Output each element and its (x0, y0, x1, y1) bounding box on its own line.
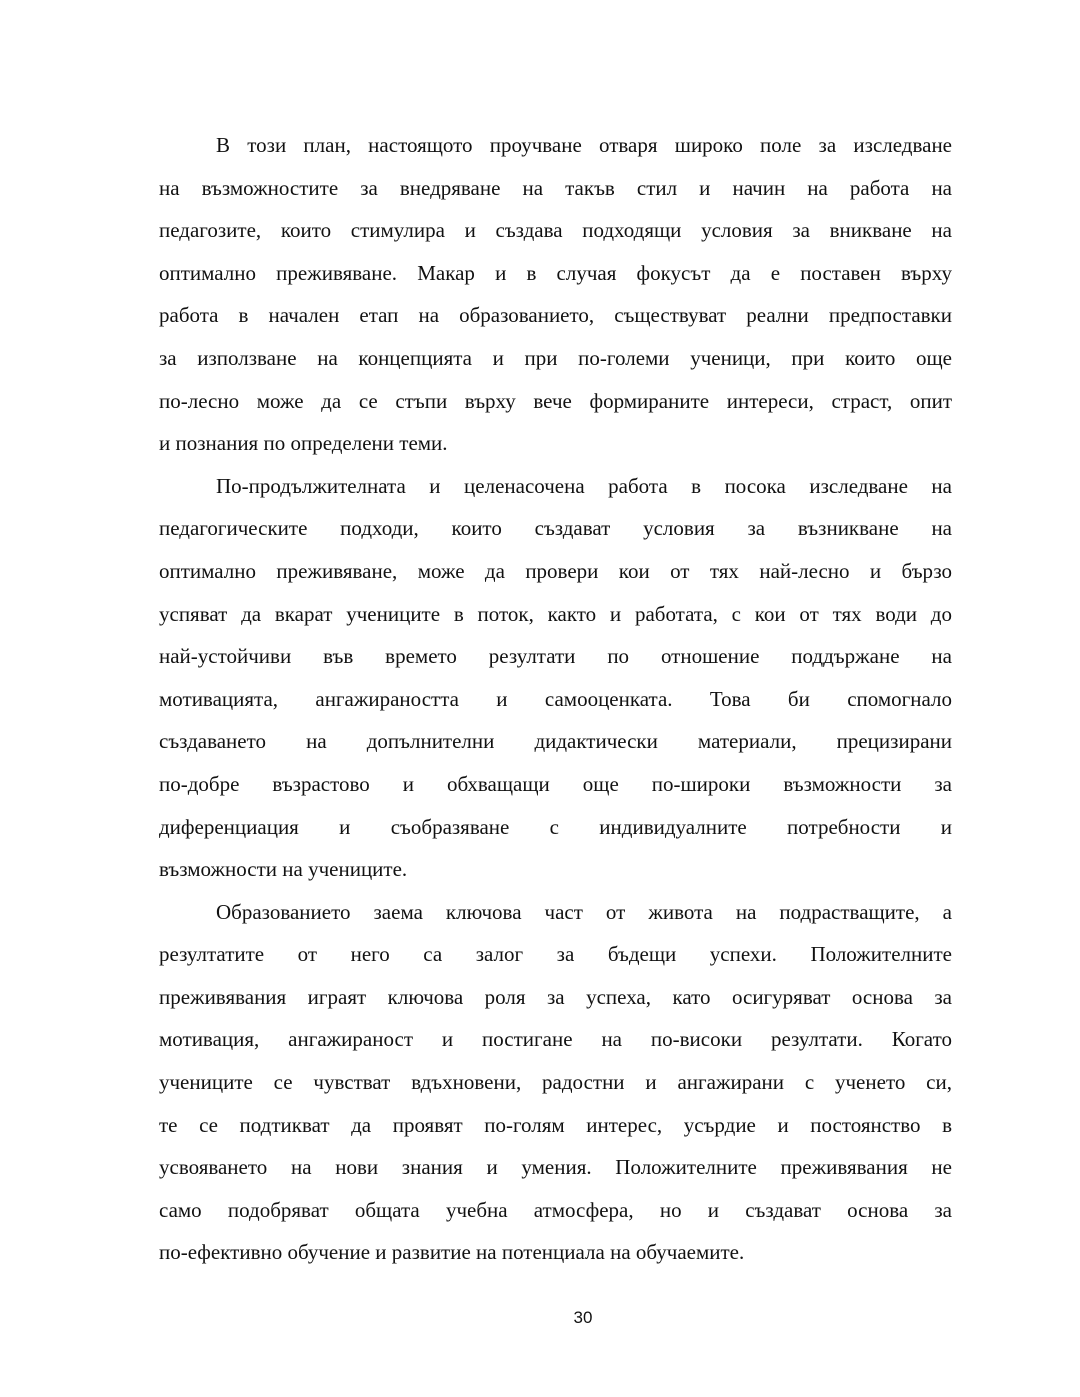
text-line: учениците се чувстват вдъхновени, радостни и ангажирани с ученето си, (159, 1070, 952, 1095)
text-line: мотивация, ангажираност и постигане на по-високи резултати. Когато (159, 1027, 952, 1052)
text-line: най-устойчиви във времето резултати по отношение поддържане на (159, 644, 952, 669)
text-line: на възможностите за внедряване на такъв стил и начин на работа на (159, 175, 952, 200)
text-line: мотивацията, ангажираността и самооценката. Това би спомогнало (159, 686, 952, 711)
text-line: преживявания играят ключова роля за успеха, като осигуряват основа за (159, 984, 952, 1009)
paragraph (159, 465, 952, 891)
text-line: усвояването на нови знания и умения. Положителните преживявания не (159, 1155, 952, 1180)
text-line: Образованието заема ключова част от живота на подрастващите, а (216, 899, 952, 924)
text-line: оптимално преживяване. Макар и в случая фокусът да е поставен върху (159, 260, 952, 285)
text-line: педагозите, които стимулира и създава подходящи условия за вникване на (159, 218, 952, 243)
text-line: по-лесно може да се стъпи върху вече формираните интереси, страст, опит (159, 388, 952, 413)
text-line: и познания по определени теми. (159, 431, 448, 456)
text-line: по-добре възрастово и обхващащи още по-широки възможности за (159, 771, 952, 796)
paragraph (159, 891, 952, 1274)
text-line: възможности на учениците. (159, 857, 408, 882)
text-line: само подобряват общата учебна атмосфера, но и създават основа за (159, 1197, 952, 1222)
document-body (159, 124, 952, 1274)
text-line: успяват да вкарат учениците в поток, както и работата, с кои от тях води до (159, 601, 952, 626)
text-line: диференциация и съобразяване с индивидуалните потребности и (159, 814, 952, 839)
text-line: работа в начален етап на образованието, съществуват реални предпоставки (159, 303, 952, 328)
text-line: по-ефективно обучение и развитие на потенциала на обучаемите. (159, 1240, 745, 1265)
text-line: По-продължителната и целенасочена работа в посока изследване на (216, 473, 952, 498)
text-line: резултатите от него са залог за бъдещи успехи. Положителните (159, 942, 952, 967)
text-line: за използване на концепцията и при по-големи ученици, при които още (159, 345, 952, 370)
paragraph (159, 124, 952, 465)
text-line: педагогическите подходи, които създават условия за възникване на (159, 516, 952, 541)
text-line: създаването на допълнителни дидактически материали, прецизирани (159, 729, 952, 754)
text-line: те се подтикват да проявят по-голям интерес, усърдие и постоянство в (159, 1112, 952, 1137)
text-line: оптимално преживяване, може да провери кои от тях най-лесно и бързо (159, 558, 952, 583)
text-line: В този план, настоящото проучване отваря широко поле за изследване (216, 133, 952, 157)
page-number: 30 (573, 1308, 593, 1327)
